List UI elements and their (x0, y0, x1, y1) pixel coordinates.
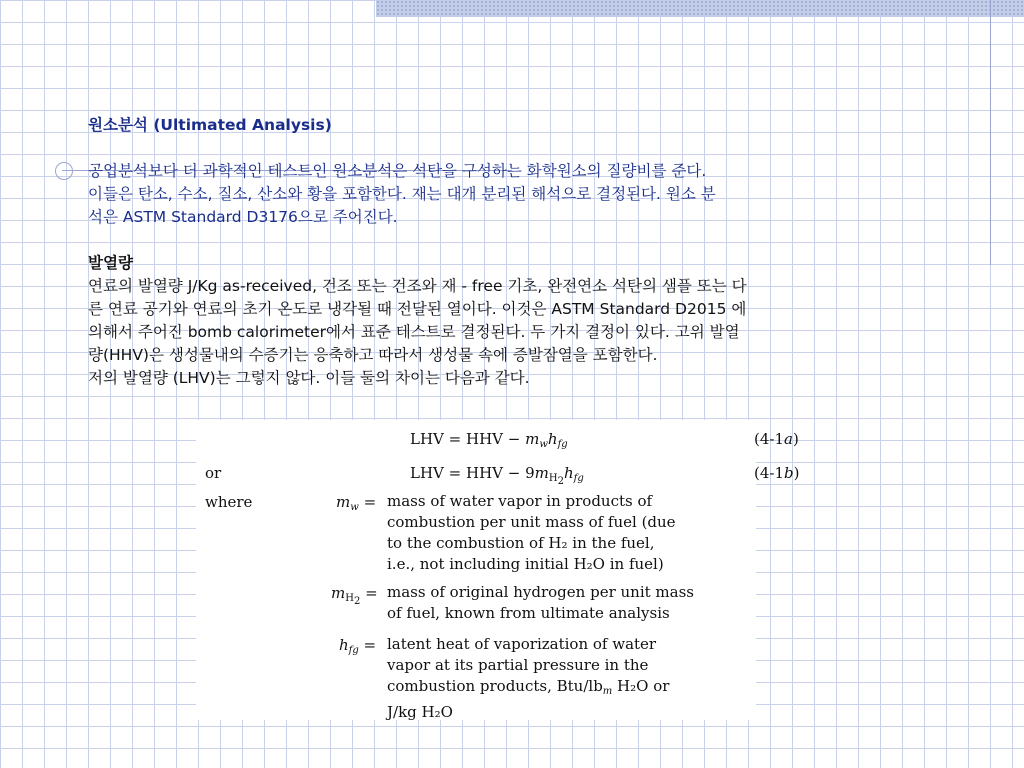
section-heading-heating-value: 발열량 (88, 254, 133, 272)
or-label: or (205, 464, 222, 482)
symbol-mw: $m_w$ = (336, 493, 377, 513)
heading-english: (Ultimated Analysis) (153, 116, 332, 134)
para1-line-2: 이들은 탄소, 수소, 질소, 산소와 황을 포함한다. 재는 대개 분리된 해석으로 결정된다. 원소 분 (88, 185, 716, 203)
slide-text-block (88, 114, 938, 390)
top-decorative-band (376, 0, 1024, 17)
para2-line-3: 의해서 주어진 bomb calorimeter에서 표준 테스트로 결정된다. 두 가지 결정이 있다. 고위 발열 (88, 323, 740, 341)
para2-line-2: 른 연료 공기와 연료의 초기 온도로 냉각될 때 전달된 열이다. 이것은 ASTM Standard D2015 에 (88, 300, 747, 318)
equation-2-label: (4-1b) (754, 464, 800, 482)
para2-line-5: 저의 발열량 (LHV)는 그렇지 않다. 이들 둘의 차이는 다음과 같다. (88, 369, 530, 387)
para1-line-1: 공업분석보다 더 과학적인 테스트인 원소분석은 석탄을 구성하는 화학원소의 질량비를 준다. (88, 162, 707, 180)
symbol-hfg: $h_{fg}$ = (339, 636, 377, 656)
where-label: where (205, 493, 253, 511)
para1-line-3: 석은 ASTM Standard D3176으로 주어진다. (88, 208, 398, 226)
equation-2: LHV = HHV − $9m_{H_2}h_{fg}$ (410, 464, 584, 487)
para2-line-4: 량(HHV)은 생성물내의 수증기는 응축하고 따라서 생성물 속에 증발잠열을 포함한다. (88, 346, 658, 364)
slide-heading (88, 114, 938, 137)
definition-mh2: mass of original hydrogen per unit mass of fuel, known from ultimate analysis (387, 583, 694, 622)
equation-1: LHV = HHV − $m_wh_{fg}$ (410, 430, 568, 450)
definition-mw: mass of water vapor in products of combustion per unit mass of fuel (due to the combustion of H₂ in the fuel, i.e., not including initial H₂O in fuel) (387, 492, 676, 573)
para2-line-1: 연료의 발열량 J/Kg as-received, 건조 또는 건조와 재 - free 기초, 완전연소 석탄의 샘플 또는 다 (88, 277, 747, 295)
decorative-vertical-line (990, 0, 991, 265)
decorative-circle (55, 162, 73, 180)
equation-1-label: (4-1a) (754, 430, 799, 448)
symbol-mh2: $m_{H_2}$ = (331, 584, 378, 607)
equation-scan-image (196, 420, 800, 721)
definition-hfg: latent heat of vaporization of water vapor at its partial pressure in the combustion products, Btu/$lb_m$ H₂O or J/kg H₂O (387, 635, 670, 721)
heading-korean: 원소분석 (88, 116, 148, 134)
